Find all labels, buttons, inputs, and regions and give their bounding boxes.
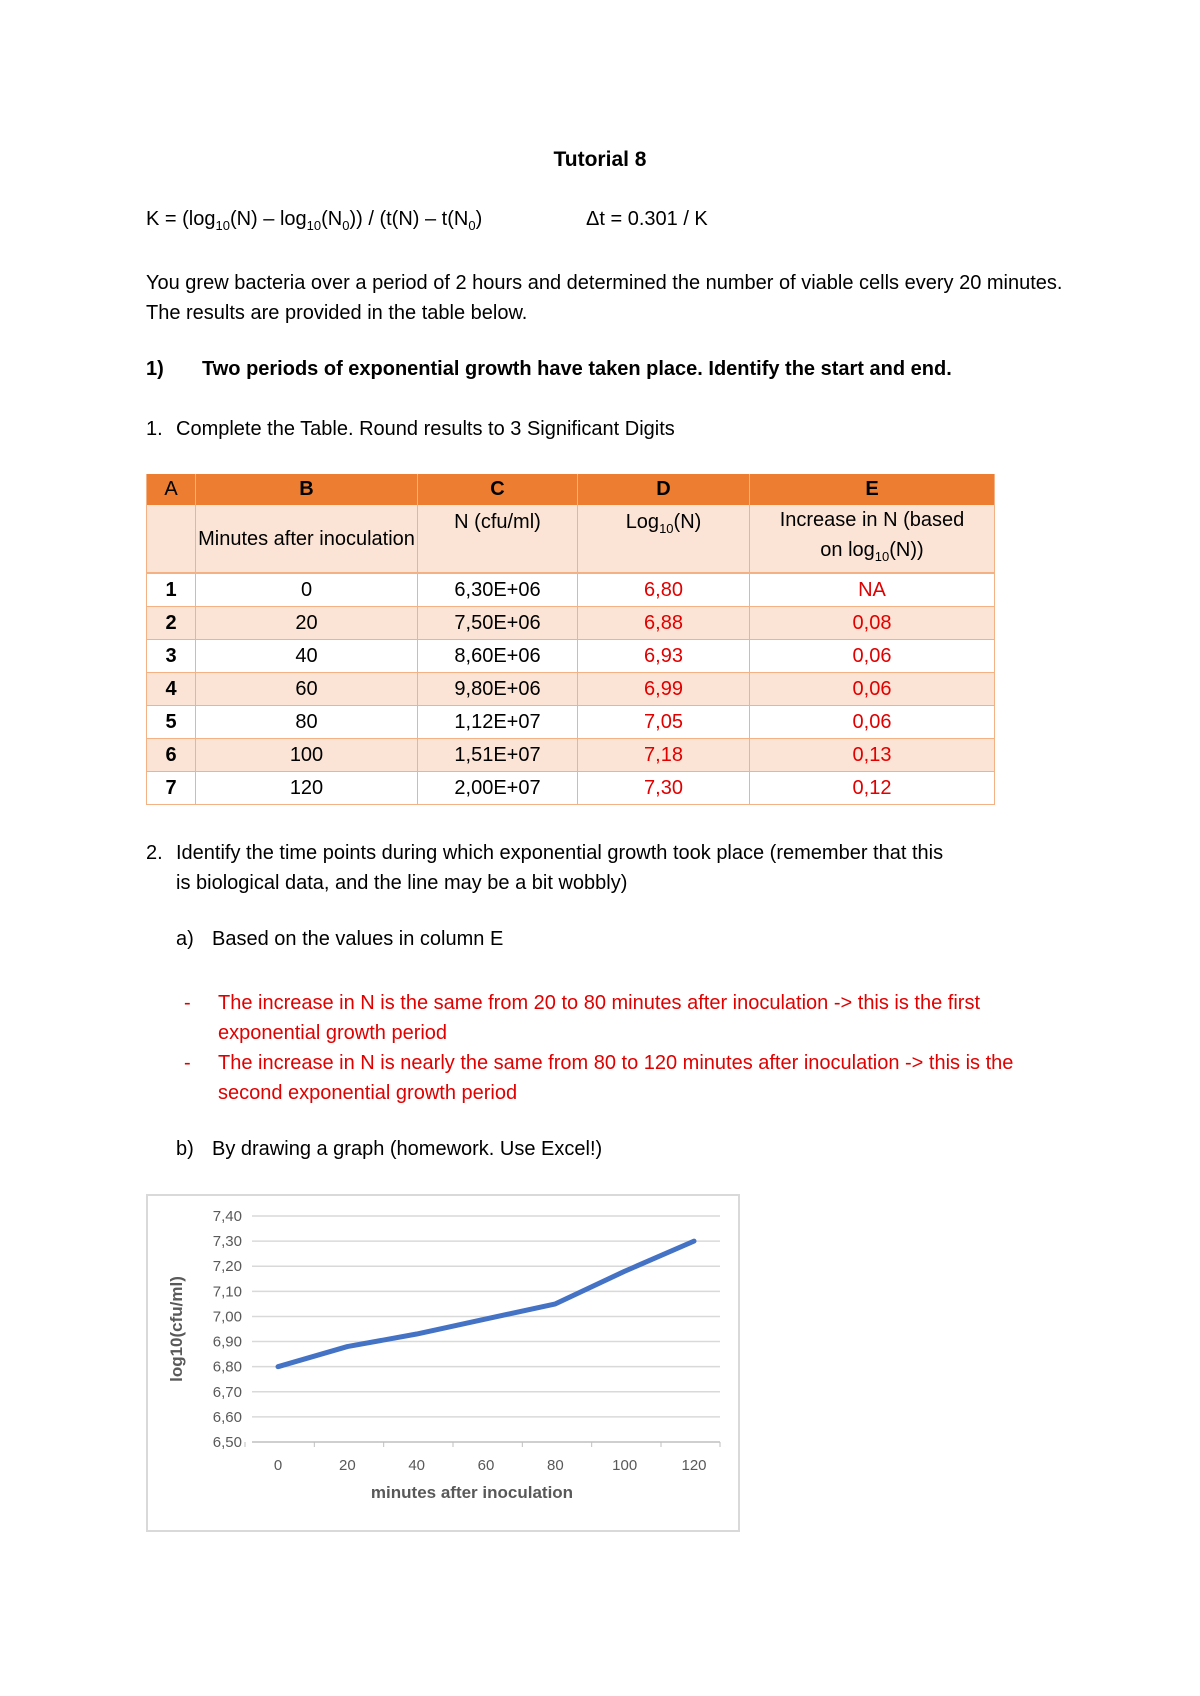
row-id: 3 [147, 640, 196, 673]
y-tick-label: 6,80 [212, 1358, 242, 1376]
bullet-dash: - [184, 992, 191, 1014]
question-text: Two periods of exponential growth have taken place. Identify the start and end. [202, 358, 952, 380]
answer-list [176, 988, 1076, 1108]
column-letter: A [147, 474, 196, 505]
y-tick-label: 7,30 [212, 1233, 242, 1251]
table-row [147, 739, 995, 772]
increase-cell: 0,06 [750, 706, 995, 739]
y-tick-label: 6,50 [212, 1434, 242, 1451]
k-formula: $K = (\log_{10}(N) - \log_{10}(N_0)) / (t(N) - t(N_0)$ [146, 208, 483, 233]
n-cell: 8,60E+06 [418, 640, 578, 673]
increase-cell: 0,08 [750, 607, 995, 640]
header-increase: Increase in N (based on $\log_{10}(N)$) [750, 505, 995, 573]
minutes-cell: 40 [196, 640, 418, 673]
step-text: Complete the Table. Round results to 3 Significant Digits [176, 418, 675, 440]
n-cell: 9,80E+06 [418, 673, 578, 706]
y-axis-title: log10(cfu/ml) [167, 1276, 186, 1382]
row-id: 1 [147, 573, 196, 607]
x-axis-title: minutes after inoculation [370, 1483, 574, 1502]
question-1 [146, 358, 952, 381]
x-tick-label: 100 [612, 1457, 638, 1474]
step-text-line2: is biological data, and the line may be a bit wobbly) [176, 872, 628, 894]
data-point [624, 1271, 625, 1272]
column-letter: B [196, 474, 418, 505]
row-id: 7 [147, 772, 196, 805]
sub-question-b [176, 1138, 602, 1161]
x-tick-label: 60 [477, 1457, 495, 1474]
minutes-cell: 120 [196, 772, 418, 805]
increase-cell: NA [750, 573, 995, 607]
column-letter: C [418, 474, 578, 505]
n-cell: 7,50E+06 [418, 607, 578, 640]
answer-item [176, 988, 1076, 1048]
row-id: 5 [147, 706, 196, 739]
n-cell: 6,30E+06 [418, 573, 578, 607]
increase-cell: 0,12 [750, 772, 995, 805]
sub-label: a) [176, 928, 194, 950]
y-tick-label: 6,60 [212, 1408, 242, 1426]
row-id: 4 [147, 673, 196, 706]
data-point [416, 1334, 417, 1335]
answer-text: The increase in N is the same from 20 to 80 minutes after inoculation -> this is the first exponential growth period [218, 992, 981, 1044]
growth-chart [146, 1194, 740, 1532]
header-a [147, 505, 196, 573]
table-row [147, 640, 995, 673]
y-tick-label: 7,00 [212, 1308, 242, 1326]
log-cell: 6,93 [578, 640, 750, 673]
table-row [147, 772, 995, 805]
x-tick-label: 0 [273, 1457, 283, 1474]
sub-label: b) [176, 1138, 194, 1160]
minutes-cell: 100 [196, 739, 418, 772]
log-cell: 6,88 [578, 607, 750, 640]
column-letter: E [750, 474, 995, 505]
step-text-line1: Identify the time points during which exponential growth took place (remember that this [176, 842, 944, 864]
page-title: Tutorial 8 [553, 148, 647, 171]
chart-svg [148, 1196, 738, 1530]
minutes-cell: 60 [196, 673, 418, 706]
y-tick-label: 7,20 [212, 1258, 242, 1276]
step-number: 2. [146, 842, 163, 864]
sub-text: By drawing a graph (homework. Use Excel!) [212, 1138, 603, 1160]
y-tick-label: 7,40 [212, 1208, 242, 1225]
y-tick-label: 6,90 [212, 1333, 242, 1351]
minutes-cell: 0 [196, 573, 418, 607]
growth-data-table [146, 474, 995, 805]
increase-cell: 0,06 [750, 640, 995, 673]
bullet-dash: - [184, 1052, 191, 1074]
y-tick-label: 6,70 [212, 1383, 242, 1401]
header-n: N (cfu/ml) [418, 505, 578, 573]
data-point [486, 1318, 487, 1319]
data-point [555, 1303, 556, 1304]
step-number: 1. [146, 418, 163, 440]
doubling-time-formula: Δt = 0.301 / K [586, 208, 708, 230]
step-1 [146, 418, 675, 441]
data-point [694, 1241, 695, 1242]
table-row [147, 607, 995, 640]
data-point [278, 1366, 279, 1367]
n-cell: 1,12E+07 [418, 706, 578, 739]
y-tick-label: 7,10 [212, 1283, 242, 1301]
increase-cell: 0,06 [750, 673, 995, 706]
row-id: 2 [147, 607, 196, 640]
intro-paragraph: You grew bacteria over a period of 2 hours and determined the number of viable cells every 20 minutes. The results are provided in the table below. [146, 272, 1063, 324]
x-tick-label: 80 [546, 1457, 564, 1474]
sub-text: Based on the values in column E [212, 928, 504, 950]
log-cell: 7,30 [578, 772, 750, 805]
data-point [347, 1346, 348, 1347]
n-cell: 1,51E+07 [418, 739, 578, 772]
table-row [147, 706, 995, 739]
x-tick-label: 20 [338, 1457, 356, 1474]
table-row [147, 673, 995, 706]
step-2 [146, 838, 1086, 898]
log-cell: 6,80 [578, 573, 750, 607]
series-line [278, 1241, 694, 1367]
x-tick-label: 40 [408, 1457, 426, 1474]
log-cell: 7,18 [578, 739, 750, 772]
increase-cell: 0,13 [750, 739, 995, 772]
x-tick-label: 120 [681, 1457, 707, 1474]
column-letter: D [578, 474, 750, 505]
column-letter-row [147, 474, 995, 505]
header-log: Log$_{10}$(N) [578, 505, 750, 573]
sub-question-a [176, 928, 503, 951]
row-id: 6 [147, 739, 196, 772]
table-row [147, 573, 995, 607]
n-cell: 2,00E+07 [418, 772, 578, 805]
formula-line [146, 208, 708, 233]
answer-text: The increase in N is nearly the same from 80 to 120 minutes after inoculation -> this is the second exponential growth period [218, 1052, 1014, 1104]
log-cell: 6,99 [578, 673, 750, 706]
column-header-row [147, 505, 995, 573]
question-number: 1) [146, 358, 164, 380]
minutes-cell: 20 [196, 607, 418, 640]
header-minutes: Minutes after inoculation [196, 505, 418, 573]
minutes-cell: 80 [196, 706, 418, 739]
answer-item [176, 1048, 1076, 1108]
log-cell: 7,05 [578, 706, 750, 739]
